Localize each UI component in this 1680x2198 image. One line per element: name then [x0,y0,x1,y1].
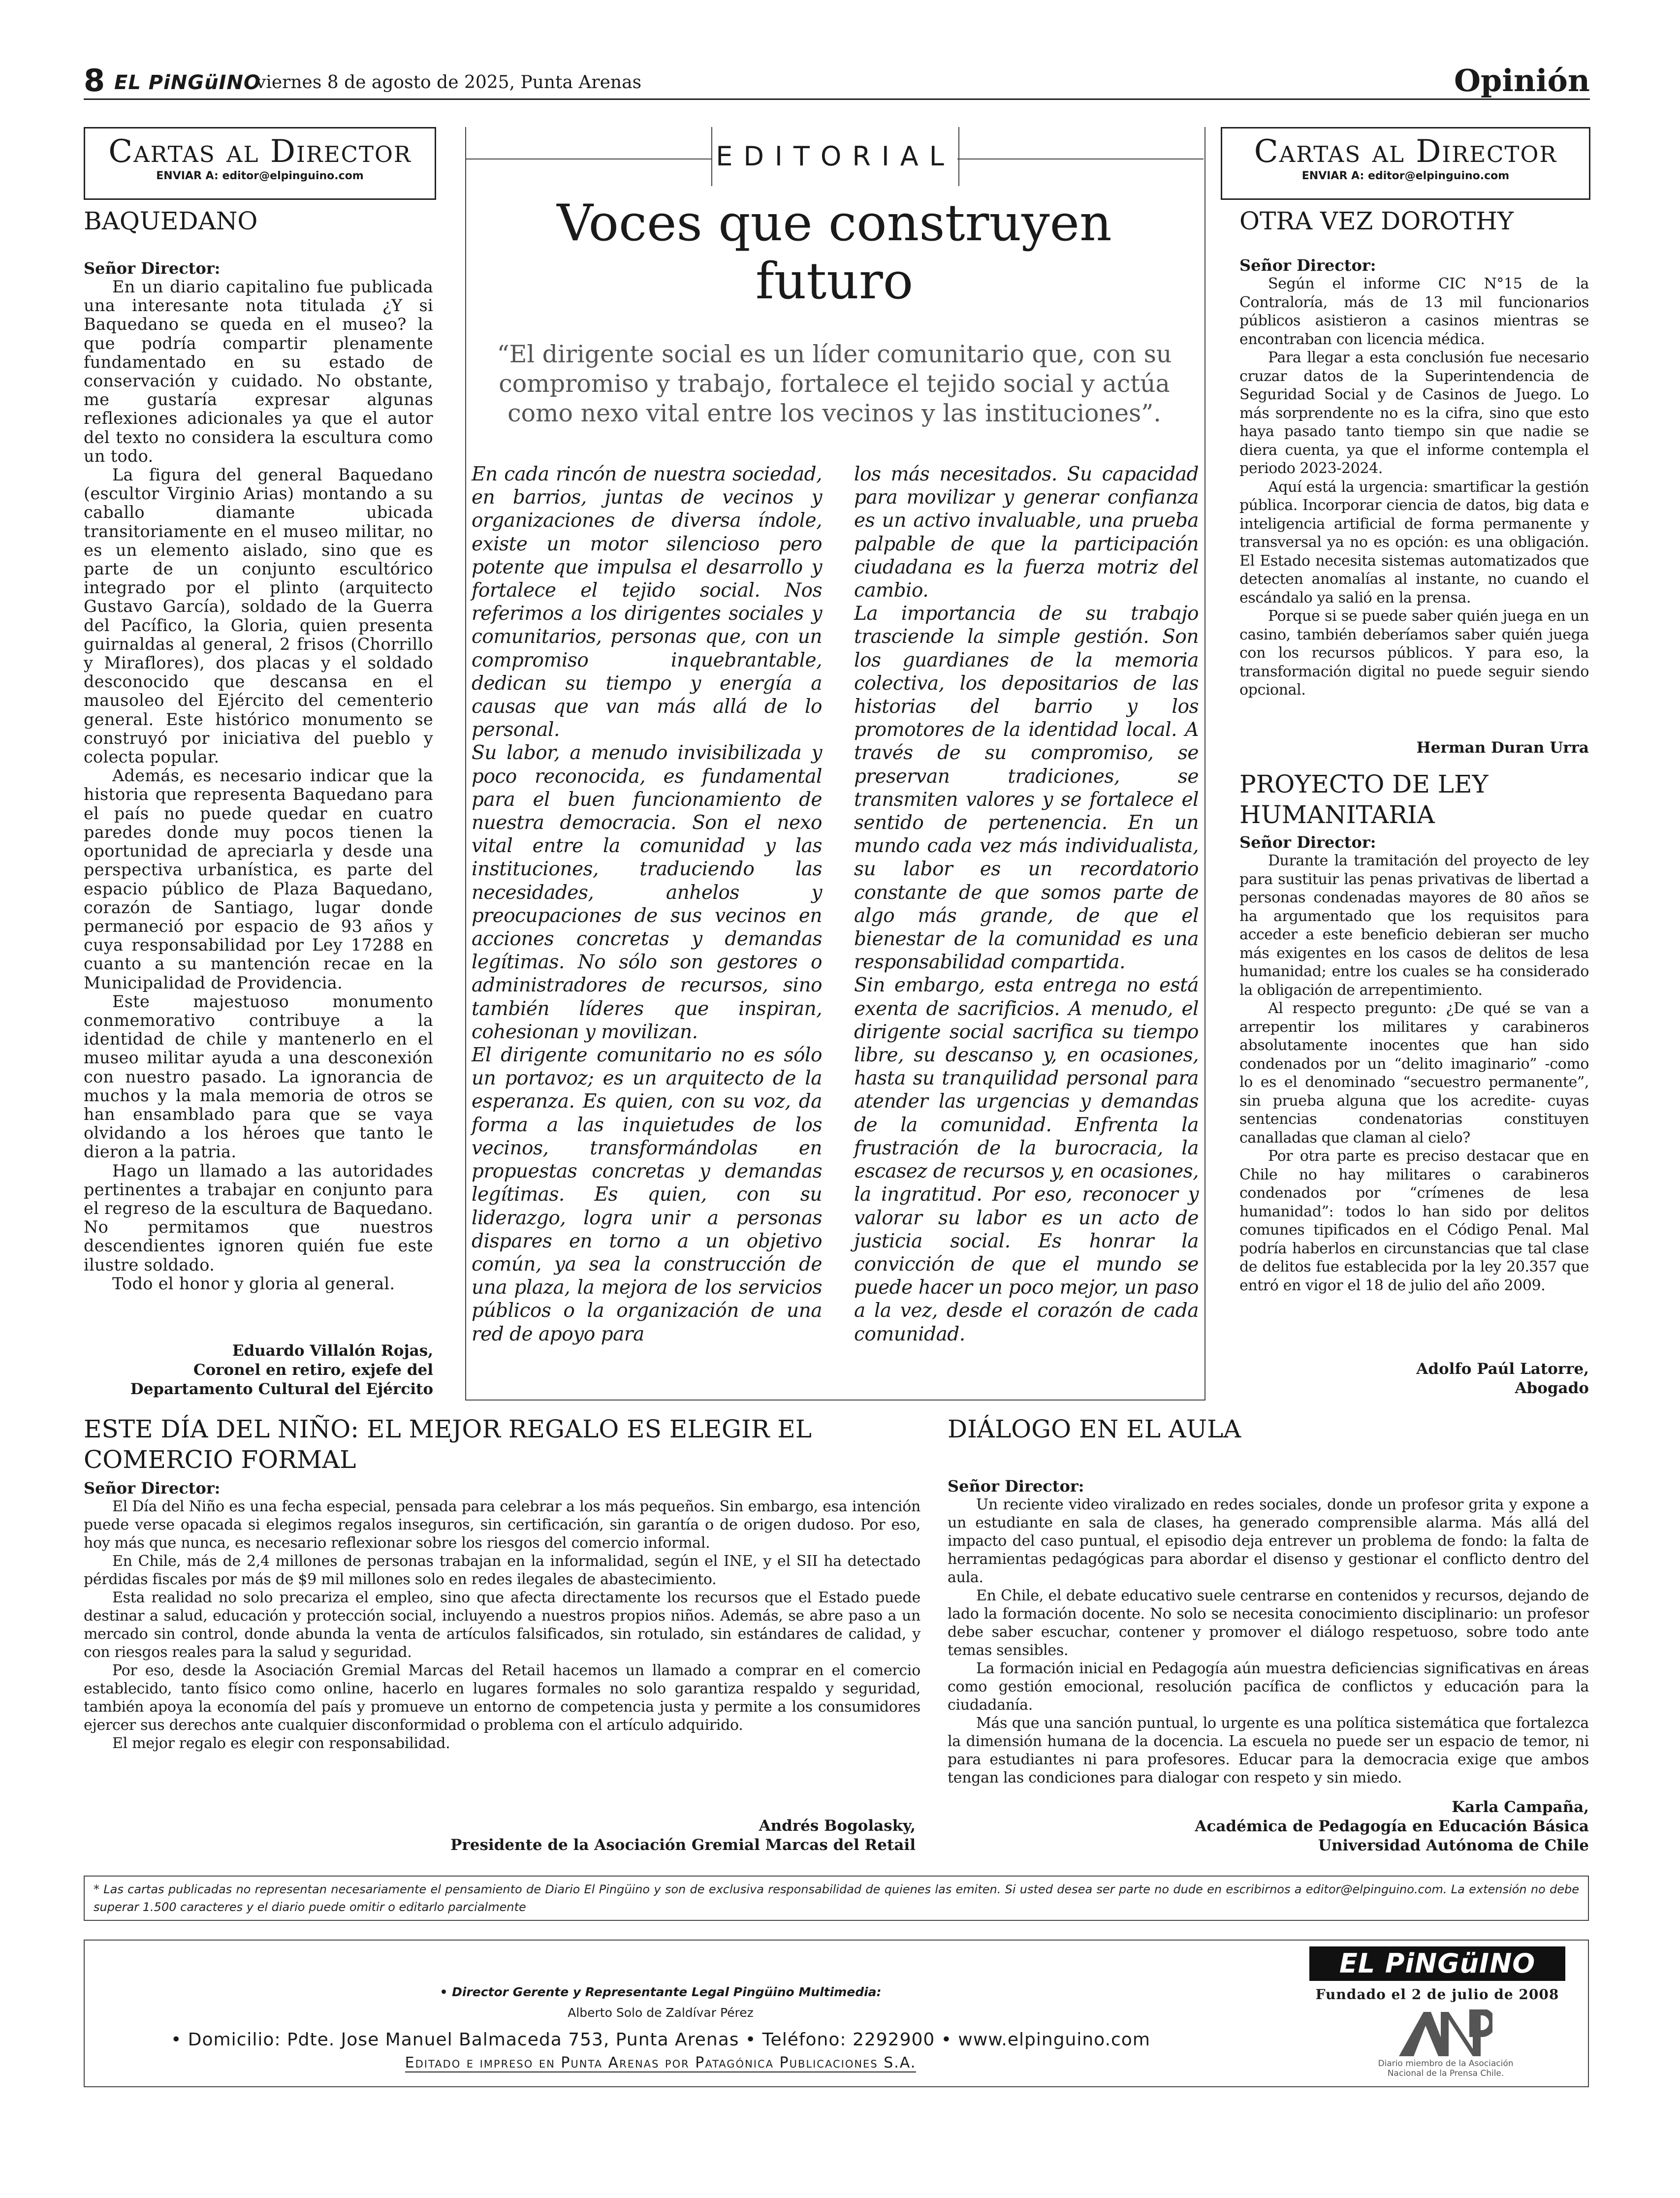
anp-text: Diario miembro de la Asociación Nacional de la Prensa Chile. [1378,2059,1514,2078]
letter-title: OTRA VEZ DOROTHY [1239,207,1514,235]
signature-line: Karla Campaña, [1452,1798,1589,1816]
anp-logo [1394,2009,1492,2064]
letter-title: DIÁLOGO EN EL AULA [948,1415,1241,1443]
paragraph: Todo el honor y gloria al general. [112,1274,395,1293]
section-name: Opinión [1454,63,1590,98]
letter-title: ESTE DÍA DEL NIÑO: EL MEJOR REGALO ES ELEGIR EL COMERCIO FORMAL [84,1415,812,1474]
signature-line: Académica de Pedagogía en Educación Básica [1195,1817,1589,1835]
paragraph: La importancia de su trabajo trasciende la simple gestión. Son los guardianes de la memoria colectiva, los depositarios de las historias del barrio y los promotores de la identidad local. A través de su compromiso, se preservan tradiciones, se transmiten valores y se fortalece el sentido de pertenencia. En un mundo cada vez más individualista, su labor es un recordatorio constante de que somos parte de algo más grande, de que el bienestar de la comunidad es una responsabilidad compartida. [854,603,1199,974]
signature-line: Andrés Bogolasky, [759,1817,916,1835]
paragraph: Hago un llamado a las autoridades pertinentes a trabajar en conjunto para el regreso de la escultura de Baquedano. No permitamos que nuestros descendientes ignoren quién fue este ilustre soldado. [84,1161,433,1274]
paragraph: El Día del Niño es una fecha especial, pensada para celebrar a los más pequeños. Sin embargo, esa intención puede verse opacada si elegimos regalos inseguros, sin certificación, sin garantía o de origen dudoso. Por eso, hoy más que nunca, es necesario reflexionar sobre los riesgos del comercio informal. [84,1498,920,1552]
paragraph: En Chile, el debate educativo suele centrarse en contenidos y recursos, dejando de lado la formación docente. No solo se necesita conocimiento disciplinario: un profesor debe saber escuchar, contener y promover el diálogo respetuoso, sobre todo ante temas sensibles. [948,1587,1589,1659]
editorial-column-2 [854,463,1199,1346]
header-logo: EL PiNGüINO [114,71,261,94]
paragraph: En Chile, más de 2,4 millones de personas trabajan en la informalidad, según el INE, y el SII ha detectado pérdidas fiscales por más de $9 mil millones solo en redes ilegales de abastecimiento. [84,1553,920,1588]
left-letters-box [84,127,436,200]
editorial-column-1 [472,463,822,1346]
paragraph: La figura del general Baquedano (escultor Virginio Arias) montando a su caballo diamante ubicada transitoriamente en el museo militar, no es un elemento aislado, sino que es parte de un conjunto escultórico integrado por el plinto (arquitecto Gustavo García), soldado de la Guerra del Pacífico, la Gloria, quien presenta guirnaldas al general, 2 frisos (Chorrillo y Miraflores), dos placas y el soldado desconocido que descansa en el mausoleo del Ejército del cementerio general. Este histórico monumento se construyó por iniciativa del pueblo y colecta popular. [84,465,433,767]
left-signature [84,1341,433,1399]
right-letter-2 [1239,769,1589,1295]
disclaimer: * Las cartas publicadas no representan necesariamente el pensamiento de Diario El Pingüino y son de exclusiva responsabilidad de quienes las emiten. Si usted desea ser parte no dude en escribirnos a editor@elpinguino.com. La extensión no debe superar 1.500 caracteres y el diario puede omitir o editarlo parcialmente [84,1876,1589,1921]
salutation: Señor Director: [948,1477,1084,1496]
paragraph: Al respecto pregunto: ¿De qué se van a arrepentir los militares y carabineros absolutamente inocentes que han sido condenados por un “delito imaginario” -como lo es el denominado “secuestro permanente”, sin prueba alguna que los acredite- cuyas sentencias condenatorias constituyen canalladas que claman al cielo? [1239,1000,1589,1147]
editorial-quote: “El dirigente social es un líder comunitario que, con su compromiso y trabajo, fortalece el tejido social y actúa como nexo vital entre los vecinos y las instituciones”. [497,340,1172,427]
paragraph: Además, es necesario indicar que la historia que representa Baquedano para el país no puede quedar en cuatro paredes donde muy pocos tienen la oportunidad de apreciarla y desde una perspectiva urbanística, es parte del espacio público de Plaza Baquedano, corazón de Santiago, lugar donde permaneció por espacio de 93 años y cuya responsabilidad por Ley 17288 en cuanto a su mantención recae en la Municipalidad de Providencia. [84,766,433,992]
paragraph: El dirigente comunitario no es sólo un portavoz; es un arquitecto de la esperanza. Es quien, con su voz, da forma a las inquietudes de los vecinos, transformándolas en propuestas concretas y demandas legítimas. Es quien, con su liderazgo, logra unir a personas dispares en torno a un objetivo común, ya sea la construcción de una plaza, la mejora de los servicios públicos o la organización de una red de apoyo para [472,1044,822,1345]
signature-line: Coronel en retiro, exjefe del [193,1361,433,1379]
director-name: Alberto Solo de Zaldívar Pérez [568,2006,754,2020]
bottom-left-signature [84,1816,916,1855]
footer-logo: EL PiNGüINO [1309,1946,1565,1981]
letter-body [84,1497,920,1752]
salutation: Señor Director: [84,1479,221,1497]
box-email: ENVIAR A: editor@elpinguino.com [1301,170,1510,182]
right-signature-1 [1239,738,1589,758]
page-number: 8 [84,63,105,98]
paragraph: Este majestuoso monumento conmemorativo contribuye a la identidad de chile y mantenerlo en el museo militar ayuda a una desconexión con nuestro pasado. La ignorancia de muchos y la mala memoria de otros se han ensamblado para que se vaya olvidando a los héroes que tanto le dieron a la patria. [84,991,433,1162]
editorial-label: EDITORIAL [711,127,959,186]
paragraph: Según el informe CIC N°15 de la Contraloría, más de 13 mil funcionarios públicos asistieron a casinos mientras se encontraban con licencia médica. [1239,275,1589,348]
paragraph: los más necesitados. Su capacidad para movilizar y generar confianza es un activo invaluable, una prueba palpable de que la participación ciudadana es la fuerza motriz del cambio. [854,463,1199,602]
paragraph: Para llegar a esta conclusión fue necesario cruzar datos de la Superintendencia de Seguridad Social y de Casinos de Juego. Lo más sorprendente no es la cifra, sino que esto haya pasado tanto tiempo sin que nadie se diera cuenta, ya que el informe contempla el periodo 2023-2024. [1239,349,1589,477]
paragraph: Durante la tramitación del proyecto de ley para sustituir las penas privativas de libertad a personas condenadas mayores de 80 años se ha argumentado que los requisitos para acceder a este beneficio debieran ser mucho más exigentes en los casos de delitos de lesa humanidad; entre los cuales se ha considerado la obligación de arrepentimiento. [1239,852,1589,999]
printer-text: Editado e impreso en Punta Arenas por Patagónica Publicaciones S.A. [405,2054,917,2071]
signature-line: Adolfo Paúl Latorre, [1416,1360,1589,1378]
paragraph: El mejor regalo es elegir con responsabilidad. [112,1735,450,1752]
founded: Fundado el 2 de julio de 2008 [1315,1986,1559,2003]
salutation: Señor Director: [1239,256,1376,275]
page-header [84,63,1590,102]
header-rule [84,98,1590,100]
paragraph: En un diario capitalino fue publicada una interesante nota titulada ¿Y si Baquedano se queda en el museo? la que podría compartir plenamente fundamentado en su estado de conservación y cuidado. No obstante, me gustaría expresar algunas reflexiones adicionales ya que el autor del texto no considera la escultura como un todo. [84,277,433,466]
footer-box [84,1940,1589,2087]
paragraph: Porque si se puede saber quién juega en un casino, también deberíamos saber quién juega con los recursos públicos. Y para eso, la transformación digital no puede seguir siendo opcional. [1239,607,1589,699]
letter-title: BAQUEDANO [84,207,258,235]
letter-body [84,278,433,1293]
right-signature-2 [1239,1360,1589,1398]
bottom-left-letter [84,1414,920,1752]
signature-line: Eduardo Villalón Rojas, [232,1342,433,1360]
signature-line: Departamento Cultural del Ejército [130,1380,433,1398]
salutation: Señor Director: [1239,833,1376,852]
left-letter [84,206,433,1293]
address-line: • Domicilio: Pdte. Jose Manuel Balmaceda 753, Punta Arenas • Teléfono: 2292900 • www.elpinguino.com [171,2030,1150,2050]
box-title: Cartas al Director [108,133,412,170]
paragraph: Más que una sanción puntual, lo urgente es una política sistemática que fortalezca la dimensión humana de la docencia. La escuela no puede ser un espacio de temor, ni para estudiantes ni para profesores. Educar para la democracia exige que ambos tengan las condiciones para dialogar con respeto y sin miedo. [948,1715,1589,1786]
letter-body [1239,852,1589,1295]
paragraph: Por eso, desde la Asociación Gremial Marcas del Retail hacemos un llamado a comprar en el comercio establecido, tanto físico como online, hacerlo en lugares formales no solo garantiza respaldo y seguridad, también apoya la economía del país y promueve un entorno de competencia justa y permite a los consumidores ejercer sus derechos ante cualquier disconformidad o problema con el artículo adquirido. [84,1662,920,1734]
bottom-right-signature [948,1798,1589,1855]
paragraph: Aquí está la urgencia: smartificar la gestión pública. Incorporar ciencia de datos, big data e inteligencia artificial de forma permanente y transversal ya no es opción: es una obligación. El Estado necesita sistemas automatizados que detecten anomalías al instante, no cuando el escándalo ya salió en la prensa. [1239,478,1589,606]
printer-line [85,2055,1236,2071]
paragraph: Su labor, a menudo invisibilizada y poco reconocida, es fundamental para el buen funcionamiento de nuestra democracia. Son el nexo vital entre la comunidad y las instituciones, traduciendo las necesidades, anhelos y preocupaciones de sus vecinos en acciones concretas y demandas legítimas. No sólo son gestores o administradores de recursos, sino también líderes que inspiran, cohesionan y movilizan. [472,742,822,1043]
editorial-title: Voces que construyen futuro [557,194,1112,311]
signature-line: Universidad Autónoma de Chile [1318,1837,1589,1854]
paragraph: La formación inicial en Pedagogía aún muestra deficiencias significativas en áreas como gestión emocional, resolución pacífica de conflictos y educación para la ciudadanía. [948,1660,1589,1714]
anp-mark-icon [1394,2009,1492,2059]
signature-line: Presidente de la Asociación Gremial Marcas del Retail [450,1836,916,1854]
letter-title: PROYECTO DE LEY HUMANITARIA [1239,770,1489,829]
right-letters-box [1221,127,1590,200]
letter-body [1239,275,1589,700]
paragraph: Por otra parte es preciso destacar que en Chile no hay militares o carabineros condenados por “crímenes de lesa humanidad”: todos lo han sido por delitos comunes tipificados en el Código Penal. Mal podría haberlos en circunstancias que tal clase de delitos fue establecida por la ley 20.357 que entró en vigor el 18 de julio del año 2009. [1239,1147,1589,1294]
dateline: viernes 8 de agosto de 2025, Punta Arenas [256,72,642,93]
paragraph: En cada rincón de nuestra sociedad, en barrios, juntas de vecinos y organizaciones de diversa índole, existe un motor silencioso pero potente que impulsa el desarrollo y fortalece el tejido social. Nos referimos a los dirigentes sociales y comunitarios, personas que, con un compromiso inquebrantable, dedican su tiempo y energía a causas que van más allá de lo personal. [472,463,822,741]
signature-line: Herman Duran Urra [1416,739,1589,757]
bottom-right-letter [948,1414,1589,1787]
letter-body [948,1496,1589,1787]
signature-line: Abogado [1515,1379,1589,1397]
right-letter-1 [1239,206,1589,700]
paragraph: Esta realidad no solo precariza el empleo, sino que afecta directamente los recursos que el Estado puede destinar a salud, educación y protección social, incluyendo a nuestros propios niños. Además, se abre paso a un mercado sin control, donde abunda la venta de artículos falsificados, sin rotulado, sin estándares de calidad, y con riesgos reales para la salud y seguridad. [84,1589,920,1661]
salutation: Señor Director: [84,259,221,278]
box-title: Cartas al Director [1254,133,1557,170]
paragraph: Sin embargo, esta entrega no está exenta de sacrificios. A menudo, el dirigente social sacrifica su tiempo libre, su descanso y, en ocasiones, hasta su tranquilidad personal para atender las urgencias y demandas de la comunidad. Enfrenta la frustración de la burocracia, la escasez de recursos y, en ocasiones, la ingratitud. Por eso, reconocer y valorar su labor es un acto de justicia social. Es honrar la convicción de que el mundo se puede hacer un poco mejor, un paso a la vez, desde el corazón de cada comunidad. [854,974,1199,1345]
box-email: ENVIAR A: editor@elpinguino.com [156,170,364,182]
paragraph: Un reciente video viralizado en redes sociales, donde un profesor grita y expone a un estudiante en sala de clases, ha generado comprensible alarma. Más allá del impacto del caso puntual, el episodio deja entrever un problema de fondo: la falta de herramientas pedagógicas para abordar el disenso y gestionar el conflicto dentro del aula. [948,1496,1589,1586]
director-label: • Director Gerente y Representante Legal Pingüino Multimedia: [440,1985,882,1999]
